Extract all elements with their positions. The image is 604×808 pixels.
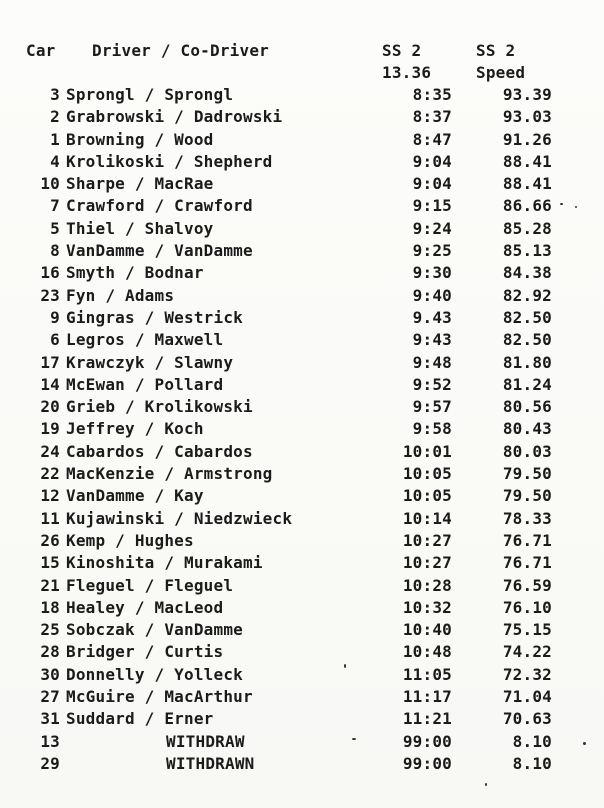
table-row [26, 641, 586, 663]
header-time-sub: 13.36 [382, 63, 432, 82]
driver-names: Kinoshita / Murakami [66, 553, 263, 573]
driver-names: Krawczyk / Slawny [66, 352, 234, 372]
car-number: 6 [50, 330, 60, 350]
driver-names: VanDamme / Kay [66, 486, 204, 506]
car-number: 5 [50, 218, 60, 238]
car-number: 17 [40, 352, 60, 372]
table-row [26, 218, 586, 240]
car-number: 9 [50, 307, 60, 327]
car-number: 12 [40, 486, 60, 506]
driver-names: McGuire / MacArthur [66, 687, 253, 707]
stage-time: 9:43 [412, 330, 452, 350]
results-table [26, 40, 586, 775]
stage-time: 9:04 [412, 174, 452, 194]
driver-names: Sobczak / VanDamme [66, 620, 243, 640]
stage-time: 10:28 [402, 575, 452, 595]
stage-speed: 75.15 [502, 620, 552, 640]
stage-speed: 93.03 [502, 107, 552, 127]
stage-time: 11:05 [402, 664, 452, 684]
stage-time: 9:30 [412, 263, 452, 283]
stage-speed: 79.50 [502, 464, 552, 484]
table-row [26, 285, 586, 307]
stage-time: 99:00 [402, 753, 452, 773]
stage-speed: 78.33 [502, 508, 552, 528]
table-row [26, 151, 586, 173]
car-number: 19 [40, 419, 60, 439]
car-number: 7 [50, 196, 60, 216]
driver-names: VanDamme / VanDamme [66, 241, 253, 261]
paper-speck [485, 783, 487, 786]
stage-speed: 81.24 [502, 374, 552, 394]
car-number: 24 [40, 441, 60, 461]
car-number: 11 [40, 508, 60, 528]
header-speed-label: SS 2 [476, 41, 516, 60]
header-row [26, 40, 586, 62]
driver-names: Donnelly / Yolleck [66, 664, 243, 684]
driver-names: Kujawinski / Niedzwieck [66, 508, 293, 528]
stage-time: 9:24 [412, 218, 452, 238]
stage-speed: 79.50 [502, 486, 552, 506]
car-number: 31 [40, 709, 60, 729]
driver-names: Browning / Wood [66, 129, 214, 149]
table-row [26, 240, 586, 262]
header-speed-sub: Speed [476, 63, 526, 82]
driver-names: McEwan / Pollard [66, 374, 224, 394]
driver-names: WITHDRAW [166, 731, 245, 751]
stage-time: 9:48 [412, 352, 452, 372]
car-number: 20 [40, 397, 60, 417]
stage-speed: 80.43 [502, 419, 552, 439]
stage-time: 9:04 [412, 151, 452, 171]
car-number: 18 [40, 597, 60, 617]
table-row [26, 731, 586, 753]
driver-names: Grieb / Krolikowski [66, 397, 253, 417]
car-number: 1 [50, 129, 60, 149]
stage-time: 9:52 [412, 374, 452, 394]
stage-time: 10:27 [402, 553, 452, 573]
driver-names: Healey / MacLeod [66, 597, 224, 617]
driver-names: Kemp / Hughes [66, 530, 194, 550]
stage-time: 9:15 [412, 196, 452, 216]
stage-time: 10:27 [402, 530, 452, 550]
header-driver: Driver / Co-Driver [92, 41, 269, 60]
stage-speed: 82.50 [502, 307, 552, 327]
stage-speed: 8.10 [512, 731, 552, 751]
stage-speed: 76.59 [502, 575, 552, 595]
driver-names: Jeffrey / Koch [66, 419, 204, 439]
stage-time: 10:05 [402, 464, 452, 484]
stage-time: 9.43 [412, 307, 452, 327]
stage-speed: 86.66 [502, 196, 552, 216]
table-row [26, 441, 586, 463]
car-number: 25 [40, 620, 60, 640]
table-row [26, 597, 586, 619]
driver-names: Gingras / Westrick [66, 307, 243, 327]
paper-speck [344, 664, 346, 668]
table-row [26, 485, 586, 507]
car-number: 28 [40, 642, 60, 662]
stage-speed: 91.26 [502, 129, 552, 149]
stage-speed: 85.28 [502, 218, 552, 238]
stage-time: 10:40 [402, 620, 452, 640]
header-time-label: SS 2 [382, 41, 422, 60]
table-row [26, 329, 586, 351]
table-row [26, 418, 586, 440]
stage-time: 11:17 [402, 687, 452, 707]
driver-names: Legros / Maxwell [66, 330, 224, 350]
paper-speck [583, 742, 586, 745]
stage-time: 10:05 [402, 486, 452, 506]
table-row [26, 396, 586, 418]
car-number: 16 [40, 263, 60, 283]
car-number: 15 [40, 553, 60, 573]
car-number: 2 [50, 107, 60, 127]
driver-names: Bridger / Curtis [66, 642, 224, 662]
driver-names: Thiel / Shalvoy [66, 218, 214, 238]
car-number: 27 [40, 687, 60, 707]
stage-speed: 88.41 [502, 151, 552, 171]
table-row [26, 619, 586, 641]
stage-speed: 84.38 [502, 263, 552, 283]
paper-speck [560, 203, 563, 205]
stage-speed: 80.56 [502, 397, 552, 417]
car-number: 4 [50, 151, 60, 171]
table-row [26, 374, 586, 396]
table-row [26, 352, 586, 374]
table-row [26, 753, 586, 775]
table-row [26, 307, 586, 329]
results-rows [26, 84, 586, 775]
driver-names: Fleguel / Fleguel [66, 575, 234, 595]
stage-speed: 76.71 [502, 530, 552, 550]
car-number: 8 [50, 241, 60, 261]
stage-speed: 85.13 [502, 241, 552, 261]
table-row [26, 708, 586, 730]
table-row [26, 262, 586, 284]
stage-time: 10:01 [402, 441, 452, 461]
driver-names: MacKenzie / Armstrong [66, 464, 273, 484]
stage-speed: 71.04 [502, 687, 552, 707]
car-number: 29 [40, 753, 60, 773]
table-row [26, 463, 586, 485]
stage-speed: 80.03 [502, 441, 552, 461]
car-number: 23 [40, 285, 60, 305]
table-row [26, 173, 586, 195]
stage-time: 9:57 [412, 397, 452, 417]
table-row [26, 575, 586, 597]
driver-names: Fyn / Adams [66, 285, 175, 305]
stage-speed: 93.39 [502, 85, 552, 104]
table-row [26, 552, 586, 574]
car-number: 30 [40, 664, 60, 684]
stage-time: 10:32 [402, 597, 452, 617]
stage-speed: 70.63 [502, 709, 552, 729]
driver-names: Grabrowski / Dadrowski [66, 107, 283, 127]
driver-names: Cabardos / Cabardos [66, 441, 253, 461]
stage-speed: 76.71 [502, 553, 552, 573]
car-number: 22 [40, 464, 60, 484]
stage-speed: 8.10 [512, 753, 552, 773]
driver-names: Suddard / Erner [66, 709, 214, 729]
driver-names: Sharpe / MacRae [66, 174, 214, 194]
car-number: 14 [40, 374, 60, 394]
table-row [26, 508, 586, 530]
driver-names: WITHDRAWN [166, 753, 255, 773]
stage-time: 9:40 [412, 285, 452, 305]
table-row [26, 686, 586, 708]
stage-speed: 76.10 [502, 597, 552, 617]
stage-time: 10:48 [402, 642, 452, 662]
table-row [26, 530, 586, 552]
table-row [26, 106, 586, 128]
table-row [26, 129, 586, 151]
header-subrow [26, 62, 586, 84]
stage-time: 10:14 [402, 508, 452, 528]
stage-time: 8:35 [412, 85, 452, 104]
stage-time: 9:58 [412, 419, 452, 439]
stage-speed: 81.80 [502, 352, 552, 372]
stage-time: 8:47 [412, 129, 452, 149]
driver-names: Crawford / Crawford [66, 196, 253, 216]
driver-names: Sprongl / Sprongl [66, 85, 234, 104]
driver-names: Smyth / Bodnar [66, 263, 204, 283]
car-number: 21 [40, 575, 60, 595]
driver-names: Krolikoski / Shepherd [66, 151, 273, 171]
table-row [26, 84, 586, 106]
paper-speck [575, 206, 577, 208]
stage-time: 9:25 [412, 241, 452, 261]
paper-speck [352, 738, 356, 740]
table-row [26, 195, 586, 217]
stage-speed: 82.50 [502, 330, 552, 350]
stage-time: 11:21 [402, 709, 452, 729]
stage-speed: 88.41 [502, 174, 552, 194]
stage-speed: 72.32 [502, 664, 552, 684]
car-number: 3 [50, 85, 60, 104]
car-number: 10 [40, 174, 60, 194]
table-row [26, 664, 586, 686]
car-number: 26 [40, 530, 60, 550]
stage-speed: 74.22 [502, 642, 552, 662]
header-car: Car [26, 41, 56, 60]
car-number: 13 [40, 731, 60, 751]
stage-time: 99:00 [402, 731, 452, 751]
stage-speed: 82.92 [502, 285, 552, 305]
stage-time: 8:37 [412, 107, 452, 127]
